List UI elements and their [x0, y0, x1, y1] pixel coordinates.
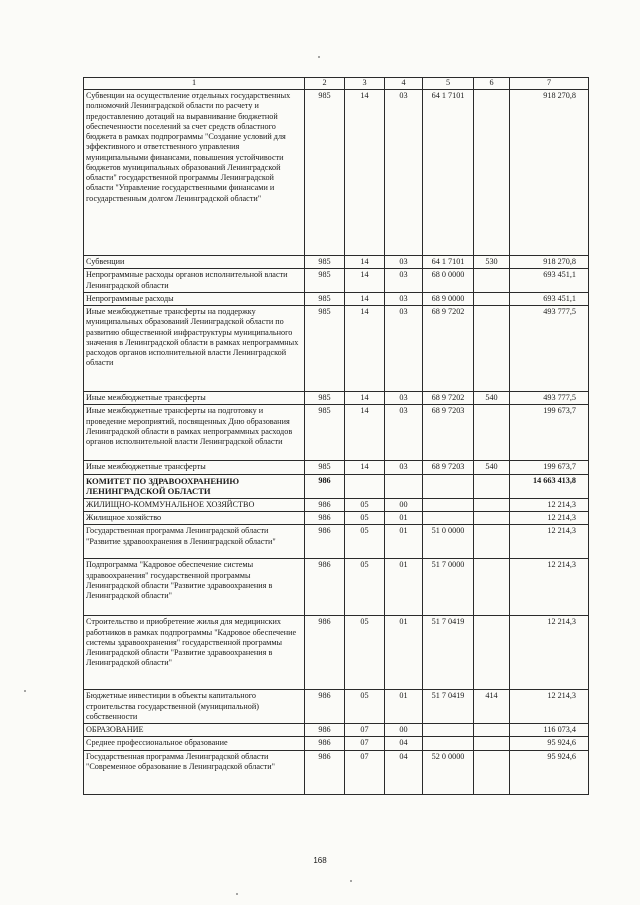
row-expense-type [474, 405, 510, 461]
row-subsection: 03 [385, 269, 423, 293]
row-target-article: 64 1 7101 [423, 256, 474, 269]
row-subsection: 03 [385, 392, 423, 405]
row-subsection [385, 474, 423, 498]
row-name: Непрограммные расходы [84, 292, 305, 305]
row-expense-type [474, 616, 510, 690]
table-row [84, 405, 589, 461]
row-target-article: 68 9 0000 [423, 292, 474, 305]
row-expense-type: 540 [474, 461, 510, 474]
row-name: КОМИТЕТ ПО ЗДРАВООХРАНЕНИЮ ЛЕНИНГРАДСКОЙ ОБЛАСТИ [84, 474, 305, 498]
table-row [84, 512, 589, 525]
row-amount: 95 924,6 [510, 737, 589, 750]
row-subsection: 01 [385, 512, 423, 525]
row-section: 05 [345, 616, 385, 690]
row-subsection: 04 [385, 750, 423, 794]
table-row [84, 724, 589, 737]
row-grbs: 986 [305, 474, 345, 498]
row-name: Бюджетные инвестиции в объекты капитального строительства государственной (муниципальной) собственности [84, 690, 305, 724]
row-section: 14 [345, 392, 385, 405]
row-name: Иные межбюджетные трансферты [84, 392, 305, 405]
row-grbs: 986 [305, 616, 345, 690]
row-target-article: 51 7 0000 [423, 559, 474, 616]
row-amount: 12 214,3 [510, 616, 589, 690]
row-section: 14 [345, 461, 385, 474]
row-name: ОБРАЗОВАНИЕ [84, 724, 305, 737]
row-amount: 693 451,1 [510, 292, 589, 305]
row-amount: 14 663 413,8 [510, 474, 589, 498]
row-section: 14 [345, 90, 385, 256]
row-expense-type [474, 724, 510, 737]
row-grbs: 985 [305, 256, 345, 269]
row-section: 05 [345, 525, 385, 559]
table-row [84, 461, 589, 474]
header-cell: 5 [423, 78, 474, 90]
row-amount: 693 451,1 [510, 269, 589, 293]
row-target-article: 68 9 7202 [423, 392, 474, 405]
row-subsection: 01 [385, 690, 423, 724]
row-grbs: 985 [305, 269, 345, 293]
row-target-article [423, 724, 474, 737]
row-subsection: 03 [385, 461, 423, 474]
row-grbs: 986 [305, 750, 345, 794]
row-name: Иные межбюджетные трансферты [84, 461, 305, 474]
row-section [345, 474, 385, 498]
row-target-article: 64 1 7101 [423, 90, 474, 256]
table-row [84, 498, 589, 511]
row-target-article: 68 9 7203 [423, 461, 474, 474]
header-cell: 4 [385, 78, 423, 90]
row-subsection: 04 [385, 737, 423, 750]
row-section: 14 [345, 292, 385, 305]
row-section: 14 [345, 405, 385, 461]
row-amount: 12 214,3 [510, 512, 589, 525]
table-row [84, 525, 589, 559]
scan-speck [236, 893, 238, 895]
table-row [84, 737, 589, 750]
row-amount: 95 924,6 [510, 750, 589, 794]
row-target-article [423, 498, 474, 511]
row-grbs: 986 [305, 559, 345, 616]
row-target-article: 52 0 0000 [423, 750, 474, 794]
row-name: Среднее профессиональное образование [84, 737, 305, 750]
row-name: Субвенции на осуществление отдельных государственных полномочий Ленинградской области по расчету и предоставлению дотаций на выравнивание бюджетной обеспеченности поселений за счет средств областного бюджета в рамках подпрограммы "Создание условий для эффективного и ответственного управления муниципальными финансами, повышения устойчивости бюджетов муниципальных образований Ленинградской области" государственной программы Ленинградской области "Управление государственными финансами и государственным долгом Ленинградской области" [84, 90, 305, 256]
row-target-article: 68 9 7203 [423, 405, 474, 461]
row-grbs: 986 [305, 724, 345, 737]
row-grbs: 986 [305, 690, 345, 724]
row-subsection: 03 [385, 306, 423, 392]
row-target-article [423, 474, 474, 498]
row-expense-type [474, 498, 510, 511]
row-amount: 12 214,3 [510, 525, 589, 559]
table-row-section [84, 474, 589, 498]
row-target-article: 51 0 0000 [423, 525, 474, 559]
row-grbs: 986 [305, 498, 345, 511]
row-expense-type: 540 [474, 392, 510, 405]
row-amount: 199 673,7 [510, 461, 589, 474]
header-cell: 6 [474, 78, 510, 90]
row-section: 05 [345, 690, 385, 724]
row-grbs: 986 [305, 512, 345, 525]
row-subsection: 03 [385, 256, 423, 269]
row-expense-type [474, 512, 510, 525]
row-section: 05 [345, 498, 385, 511]
row-target-article [423, 512, 474, 525]
table-row [84, 750, 589, 794]
row-section: 07 [345, 737, 385, 750]
row-target-article: 51 7 0419 [423, 616, 474, 690]
row-grbs: 985 [305, 392, 345, 405]
row-section: 07 [345, 724, 385, 737]
row-expense-type [474, 525, 510, 559]
row-name: Государственная программа Ленинградской области "Развитие здравоохранения в Ленинградской области" [84, 525, 305, 559]
row-section: 14 [345, 269, 385, 293]
row-name: Государственная программа Ленинградской области "Современное образование в Ленинградской области" [84, 750, 305, 794]
row-section: 14 [345, 306, 385, 392]
row-target-article: 51 7 0419 [423, 690, 474, 724]
header-cell: 2 [305, 78, 345, 90]
header-cell: 7 [510, 78, 589, 90]
header-cell: 3 [345, 78, 385, 90]
scan-speck [350, 880, 352, 882]
row-grbs: 985 [305, 405, 345, 461]
table-row [84, 616, 589, 690]
scan-speck [318, 56, 320, 58]
row-expense-type [474, 559, 510, 616]
row-amount: 918 270,8 [510, 256, 589, 269]
row-expense-type: 414 [474, 690, 510, 724]
row-name: Подпрограмма "Кадровое обеспечение системы здравоохранения" государственной программы Ленинградской области "Развитие здравоохранения в Ленинградской области" [84, 559, 305, 616]
row-amount: 116 073,4 [510, 724, 589, 737]
row-expense-type [474, 269, 510, 293]
row-grbs: 985 [305, 306, 345, 392]
table-row [84, 256, 589, 269]
row-expense-type: 530 [474, 256, 510, 269]
row-name: Жилищное хозяйство [84, 512, 305, 525]
row-subsection: 01 [385, 525, 423, 559]
row-target-article [423, 737, 474, 750]
row-name: Иные межбюджетные трансферты на подготовку и проведение мероприятий, посвященных Дню образования Ленинградской области в рамках непрограммных расходов органов исполнительной власти Ленинградской области [84, 405, 305, 461]
scan-speck [24, 690, 26, 692]
table-row [84, 90, 589, 256]
row-grbs: 986 [305, 737, 345, 750]
row-target-article: 68 0 0000 [423, 269, 474, 293]
row-section: 07 [345, 750, 385, 794]
row-name: ЖИЛИЩНО-КОММУНАЛЬНОЕ ХОЗЯЙСТВО [84, 498, 305, 511]
row-expense-type [474, 737, 510, 750]
row-subsection: 03 [385, 292, 423, 305]
row-name: Иные межбюджетные трансферты на поддержку муниципальных образований Ленинградской области по развитию общественной инфраструктуры муниципального значения в Ленинградской области в рамках непрограммных расходов органов исполнительной власти Ленинградской области [84, 306, 305, 392]
row-amount: 493 777,5 [510, 392, 589, 405]
row-expense-type [474, 306, 510, 392]
row-subsection: 01 [385, 616, 423, 690]
row-section: 05 [345, 559, 385, 616]
row-name: Строительство и приобретение жилья для медицинских работников в рамках подпрограммы "Кадровое обеспечение системы здравоохранения" государственной программы Ленинградской области "Развитие здравоохранения в Ленинградской области" [84, 616, 305, 690]
table-row [84, 269, 589, 293]
row-expense-type [474, 750, 510, 794]
table-row [84, 559, 589, 616]
row-expense-type [474, 292, 510, 305]
row-amount: 199 673,7 [510, 405, 589, 461]
row-grbs: 985 [305, 292, 345, 305]
table-row [84, 306, 589, 392]
row-expense-type [474, 474, 510, 498]
row-subsection: 00 [385, 724, 423, 737]
row-target-article: 68 9 7202 [423, 306, 474, 392]
row-subsection: 03 [385, 405, 423, 461]
row-subsection: 03 [385, 90, 423, 256]
row-name: Непрограммные расходы органов исполнительной власти Ленинградской области [84, 269, 305, 293]
row-grbs: 985 [305, 90, 345, 256]
row-section: 05 [345, 512, 385, 525]
row-amount: 493 777,5 [510, 306, 589, 392]
page-number: 168 [313, 856, 327, 865]
row-expense-type [474, 90, 510, 256]
table-header-row [84, 78, 589, 90]
budget-table [83, 77, 589, 795]
table-row [84, 690, 589, 724]
table-row [84, 292, 589, 305]
table-row [84, 392, 589, 405]
row-grbs: 986 [305, 525, 345, 559]
row-name: Субвенции [84, 256, 305, 269]
row-amount: 12 214,3 [510, 690, 589, 724]
row-amount: 918 270,8 [510, 90, 589, 256]
row-amount: 12 214,3 [510, 559, 589, 616]
row-section: 14 [345, 256, 385, 269]
row-subsection: 01 [385, 559, 423, 616]
row-subsection: 00 [385, 498, 423, 511]
row-amount: 12 214,3 [510, 498, 589, 511]
header-cell: 1 [84, 78, 305, 90]
row-grbs: 985 [305, 461, 345, 474]
